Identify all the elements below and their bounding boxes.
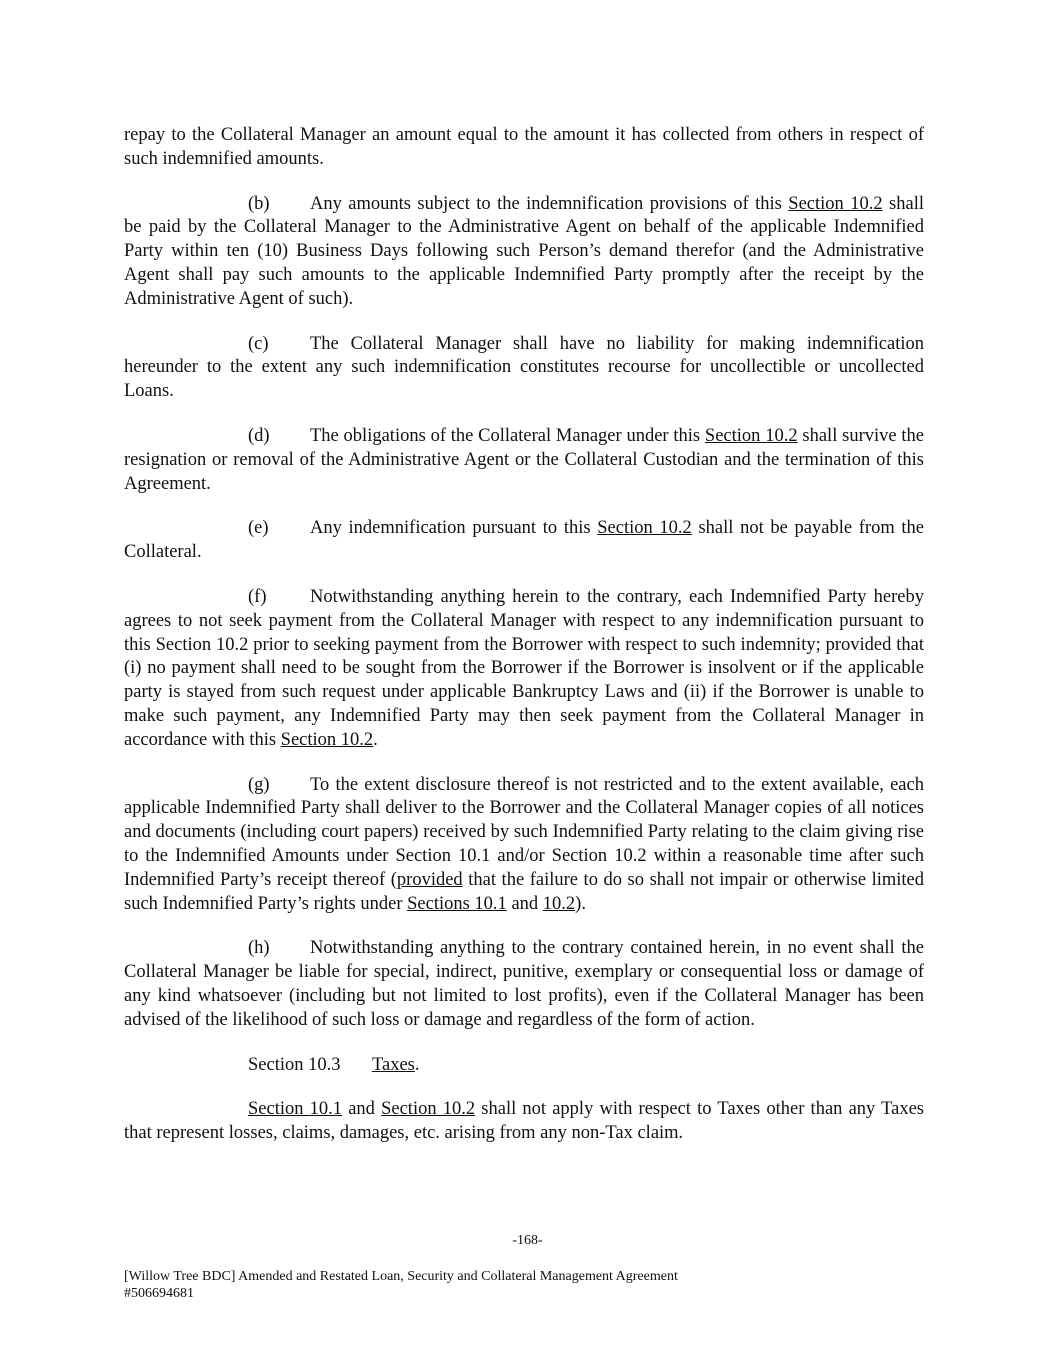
- paragraph-c: [124, 333, 924, 404]
- paragraph-text: ).: [575, 893, 586, 914]
- paragraph-label: (c): [248, 333, 269, 354]
- paragraph-text: shall survive the resignation or removal of the Administrative Agent or the Collateral Custodian and the termination of this Agreement.: [124, 425, 924, 494]
- paragraph-label: (b): [248, 193, 270, 214]
- paragraph-d: [124, 425, 924, 496]
- section-title-suffix: .: [414, 1054, 420, 1075]
- section-reference: Section 10.1: [248, 1099, 343, 1120]
- paragraph-text: repay to the Collateral Manager an amount equal to the amount it has collected from others in respect of such indemnified amounts.: [124, 125, 924, 169]
- paragraph-f: [124, 586, 924, 753]
- section-reference: Section 10.2: [381, 1099, 476, 1120]
- paragraph-text: Notwithstanding anything to the contrary contained herein, in no event shall the Collateral Manager be liable for special, indirect, punitive, exemplary or consequential loss or damage of any kind whatsoever (including but not limited to lost profits), even if the Collateral Manager has been advised of the likelihood of such loss or damage and regardless of the form of action.: [124, 938, 924, 1030]
- provided-term: provided: [396, 869, 463, 890]
- document-body: [124, 124, 924, 1167]
- paragraph-g: [124, 774, 924, 917]
- section-reference: 10.2: [542, 893, 576, 914]
- paragraph-label: (e): [248, 518, 269, 539]
- paragraph-h: [124, 937, 924, 1032]
- paragraph-continuation: [124, 124, 924, 172]
- page-number: -168-: [512, 1233, 543, 1248]
- document-footer: [124, 1268, 678, 1302]
- paragraph-text: Any amounts subject to the indemnification provisions of this: [310, 193, 789, 214]
- section-10-3-body: [124, 1098, 924, 1146]
- paragraph-text: and: [506, 893, 543, 914]
- section-number: Section 10.3: [248, 1054, 341, 1075]
- section-heading: [124, 1054, 924, 1078]
- paragraph-label: (h): [248, 938, 270, 959]
- paragraph-label: (g): [248, 774, 270, 795]
- paragraph-e: [124, 517, 924, 565]
- paragraph-text: shall not be payable from the Collateral.: [124, 518, 924, 563]
- section-reference: Sections 10.1: [407, 893, 507, 914]
- paragraph-text: and: [342, 1099, 382, 1120]
- paragraph-text: .: [373, 729, 378, 750]
- paragraph-text: To the extent disclosure thereof is not restricted and to the extent available, each applicable Indemnified Party shall deliver to the Borrower and the Collateral Manager copies of all notices and documents (including court papers) received by such Indemnified Party relating to the claim giving rise to the Indemnified Amounts under Section 10.1 and/or Section 10.2 within a reasonable time after such Indemnified Party’s receipt thereof (: [124, 774, 924, 890]
- paragraph-text: Any indemnification pursuant to this: [310, 518, 598, 539]
- section-reference: Section 10.2: [704, 425, 798, 446]
- paragraph-text: that the failure to do so shall not impair or otherwise limited such Indemnified Party’s rights under: [124, 869, 924, 914]
- paragraph-label: (f): [248, 586, 267, 607]
- paragraph-text: The Collateral Manager shall have no liability for making indemnification hereunder to the extent any such indemnification constitutes recourse for uncollectible or uncollected Loans.: [124, 333, 924, 402]
- paragraph-text: shall not apply with respect to Taxes other than any Taxes that represent losses, claims, damages, etc. arising from any non-Tax claim.: [124, 1099, 924, 1144]
- section-reference: Section 10.2: [597, 518, 692, 539]
- document-id: #506694681: [124, 1286, 194, 1301]
- section-title: Taxes: [372, 1054, 415, 1075]
- paragraph-text: shall be paid by the Collateral Manager to the Administrative Agent on behalf of the applicable Indemnified Party within ten (10) Business Days following such Person’s demand therefor (and the Administrative Agent shall pay such amounts to the applicable Indemnified Party promptly after the receipt by the Administrative Agent of such).: [124, 193, 924, 309]
- section-reference: Section 10.2: [788, 193, 883, 214]
- paragraph-b: [124, 193, 924, 312]
- document-title: [Willow Tree BDC] Amended and Restated Loan, Security and Collateral Management Agreement: [124, 1269, 678, 1284]
- paragraph-label: (d): [248, 425, 270, 446]
- paragraph-text: The obligations of the Collateral Manager under this: [310, 425, 705, 446]
- paragraph-text: Notwithstanding anything herein to the contrary, each Indemnified Party hereby agrees to not seek payment from the Collateral Manager with respect to any indemnification pursuant to this Section 10.2 prior to seeking payment from the Borrower with respect to such indemnity; provided that (i) no payment shall need to be sought from the Borrower if the Borrower is insolvent or if the applicable party is stayed from such request under applicable Bankruptcy Laws and (ii) if the Borrower is unable to make such payment, any Indemnified Party may then seek payment from the Collateral Manager in accordance with this: [124, 586, 924, 750]
- section-reference: Section 10.2: [280, 729, 374, 750]
